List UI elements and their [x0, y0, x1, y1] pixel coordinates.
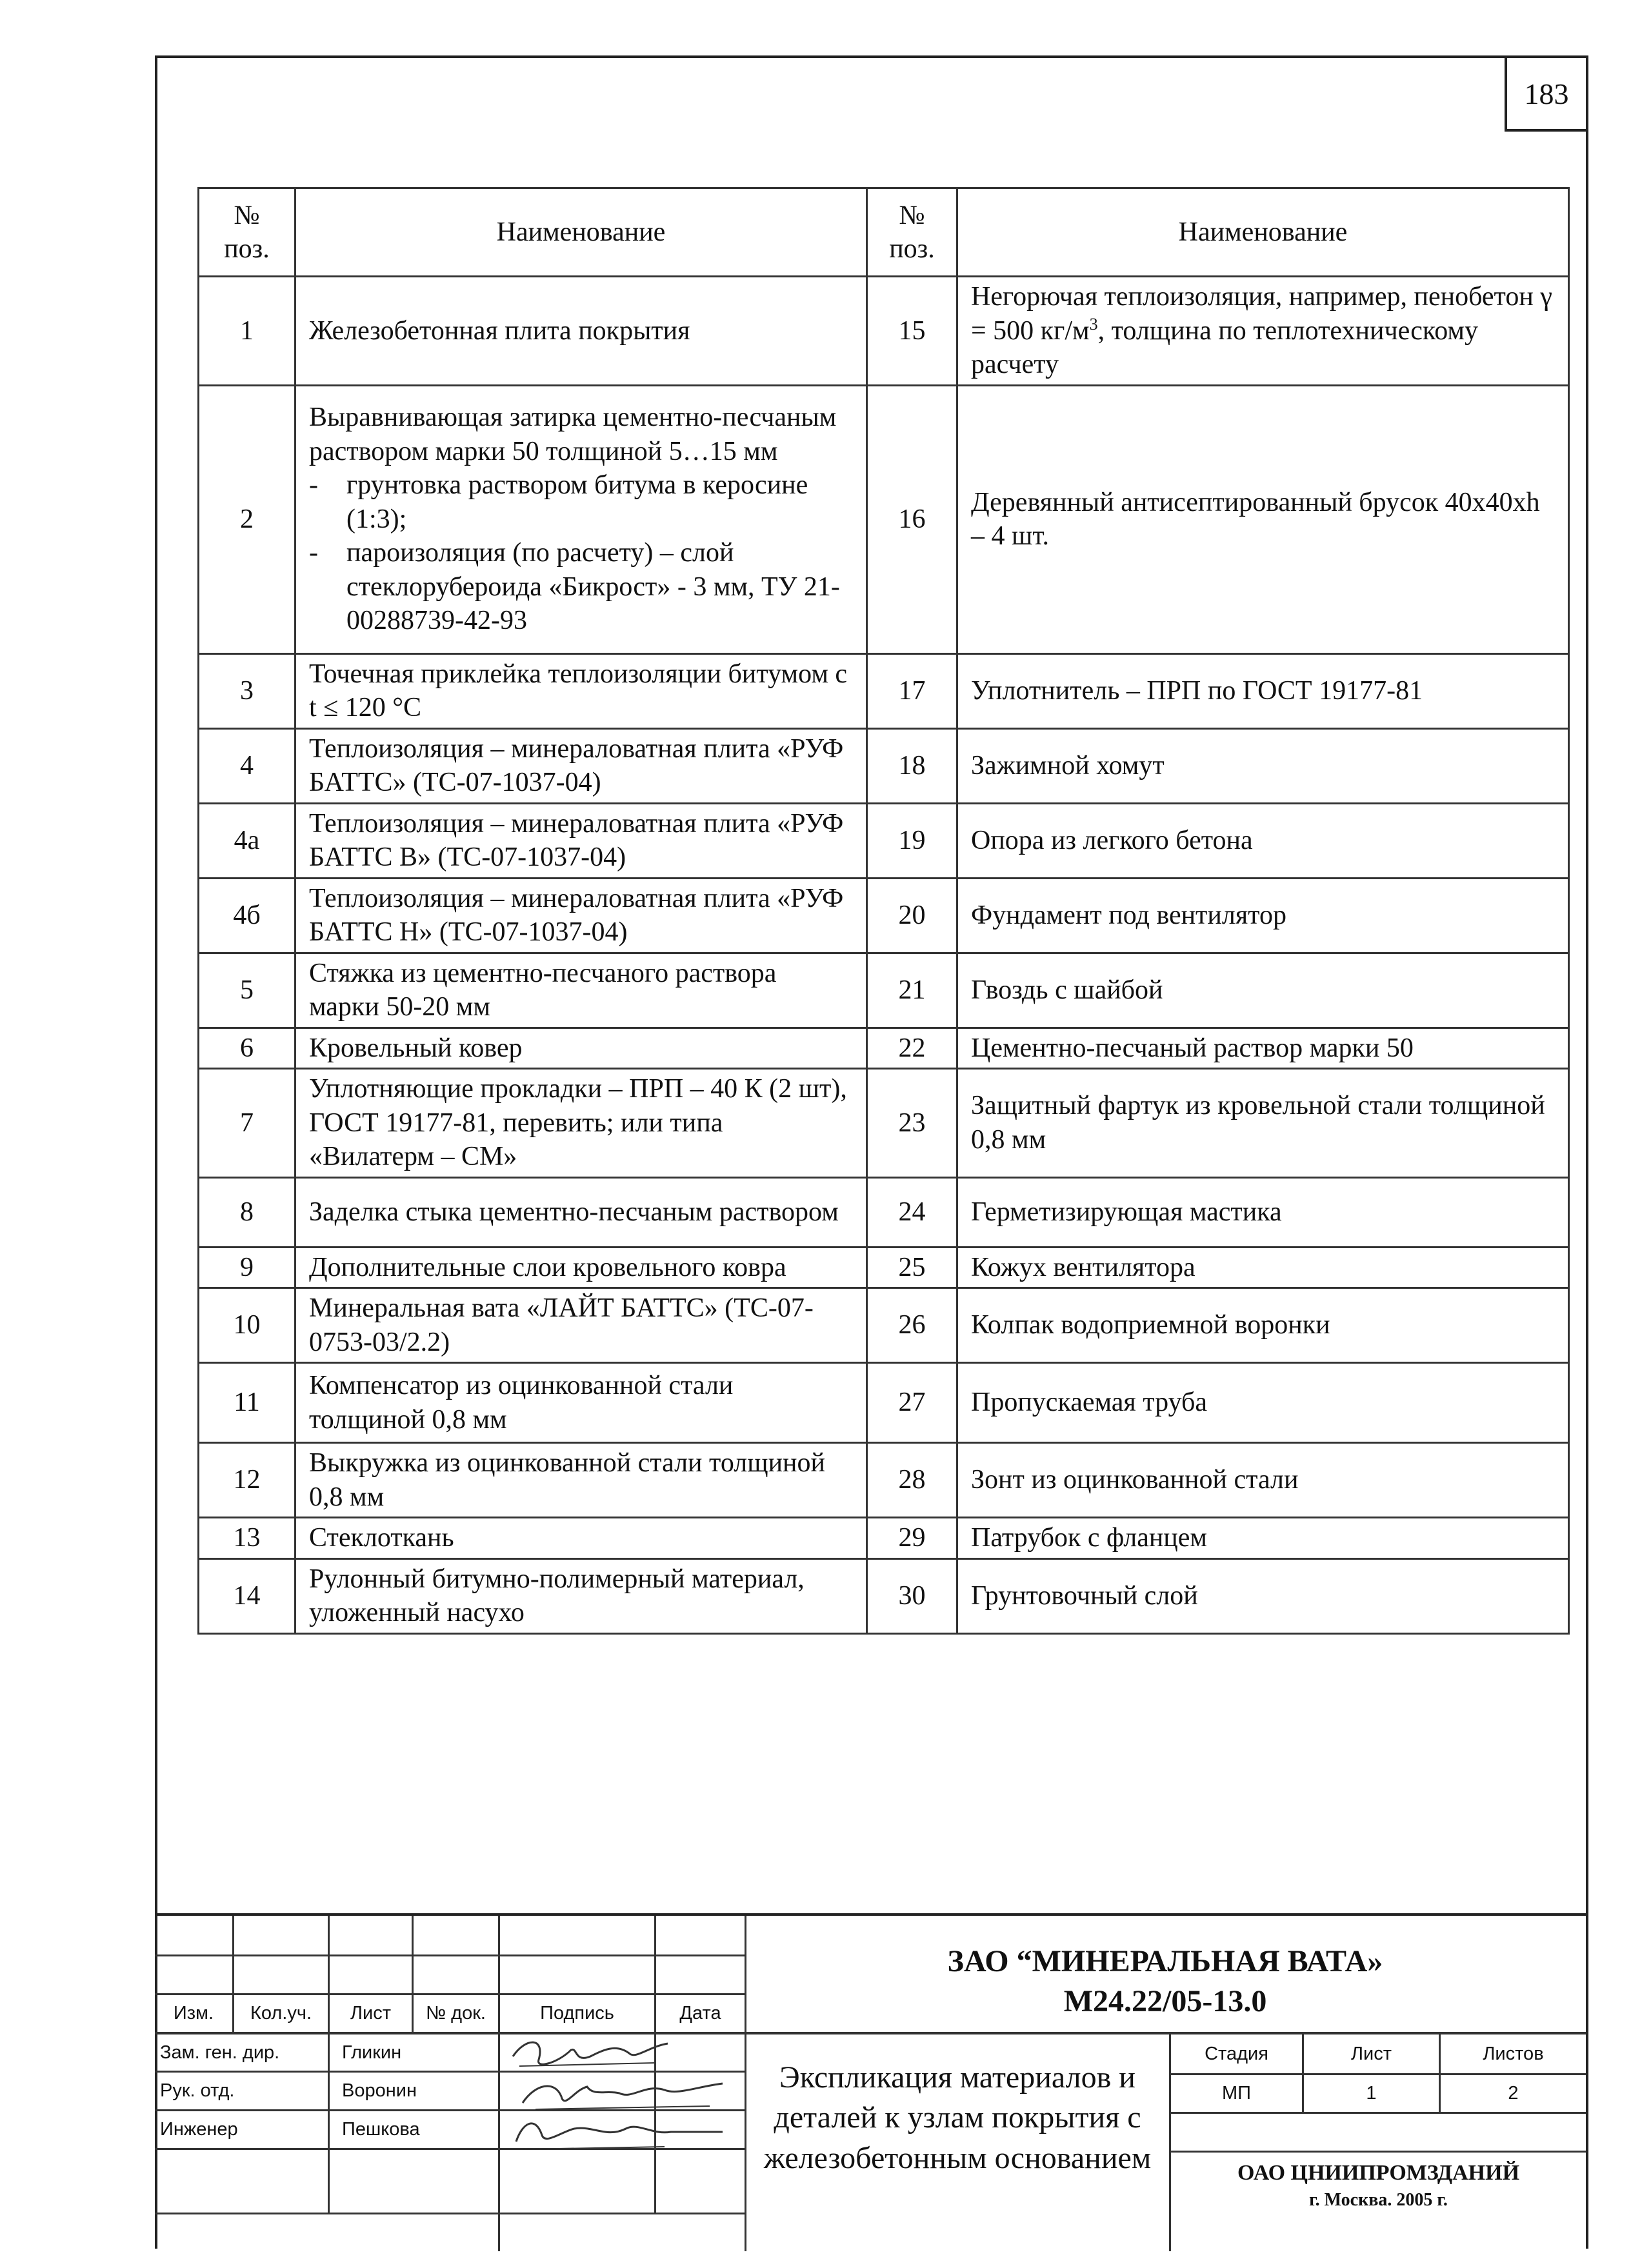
table-row — [199, 1363, 1569, 1443]
table-row — [199, 1558, 1569, 1633]
sheet-value: 1 — [1366, 2083, 1377, 2104]
pos-num: 4 — [199, 728, 295, 803]
table-row — [199, 653, 1569, 728]
organization-title — [745, 1942, 1586, 2022]
stamp-header-doc: № док. — [426, 2003, 486, 2024]
pos-num: 12 — [199, 1443, 295, 1518]
signature-3 — [510, 2109, 729, 2154]
table-row — [199, 803, 1569, 878]
pos-name: Точечная приклейка теплоизоляции битумом с t ≤ 120 °C — [295, 653, 867, 728]
pos-name: Стеклоткань — [295, 1518, 867, 1559]
pos-num: 3 — [199, 653, 295, 728]
stamp-header-izm: Изм. — [173, 2003, 214, 2024]
pos-num: 21 — [867, 953, 957, 1028]
pos-name: Кожух вентилятора — [957, 1247, 1569, 1288]
pos-name: Пропускаемая труба — [957, 1363, 1569, 1443]
pos-name: Выкружка из оцинкованной стали толщиной 0,8 мм — [295, 1443, 867, 1518]
table-header-row — [199, 188, 1569, 277]
pos-num: 1 — [199, 277, 295, 386]
pos-name: Деревянный антисептированный брусок 40х40хh – 4 шт. — [957, 385, 1569, 653]
pos-num: 23 — [867, 1069, 957, 1178]
pos-name: Теплоизоляция – минераловатная плита «РУФ БАТТС В» (ТС-07-1037-04) — [295, 803, 867, 878]
pos-num: 25 — [867, 1247, 957, 1288]
pos-num: 26 — [867, 1288, 957, 1363]
pos-num: 17 — [867, 653, 957, 728]
table-row — [199, 728, 1569, 803]
table-row — [199, 1247, 1569, 1288]
pos-num: 19 — [867, 803, 957, 878]
document-code: М24.22/05-13.0 — [1063, 1984, 1267, 2019]
sheets-value: 2 — [1508, 2083, 1519, 2104]
stage-value: МП — [1221, 2083, 1251, 2104]
pos-name: Гвоздь с шайбой — [957, 953, 1569, 1028]
pos-name: Негорючая теплоизоляция, например, пенобетон γ = 500 $кг/м^3$, толщина по теплотехническому расчету — [957, 277, 1569, 386]
pos-num: 24 — [867, 1177, 957, 1247]
pos-num: 18 — [867, 728, 957, 803]
pos-num: 4а — [199, 803, 295, 878]
pos-name: Теплоизоляция – минераловатная плита «РУФ БАТТС» (ТС-07-1037-04) — [295, 728, 867, 803]
list-item: - пароизоляция (по расчету) – слой стеклорубероида «Бикрост» - 3 мм, ТУ 21-00288739-42-93 — [309, 536, 853, 638]
role-label: Зам. ген. дир. — [160, 2042, 280, 2063]
pos-name: Фундамент под вентилятор — [957, 878, 1569, 953]
table-row — [199, 385, 1569, 653]
table-row — [199, 1288, 1569, 1363]
table-row — [199, 1028, 1569, 1069]
pos-num: 30 — [867, 1558, 957, 1633]
pos-num: 22 — [867, 1028, 957, 1069]
table-row — [199, 1177, 1569, 1247]
table-row — [199, 878, 1569, 953]
table-row — [199, 1069, 1569, 1178]
signature-1 — [506, 2031, 674, 2076]
pos-num: 6 — [199, 1028, 295, 1069]
pos-num: 20 — [867, 878, 957, 953]
stamp-header-date: Дата — [679, 2003, 721, 2024]
pos-name: Уплотняющие прокладки – ПРП – 40 К (2 шт), ГОСТ 19177-81, перевить; или типа «Вилатерм – СМ» — [295, 1069, 867, 1178]
sheet-label: Лист — [1350, 2043, 1392, 2064]
organization-name: ЗАО “МИНЕРАЛЬНАЯ ВАТА» — [947, 1944, 1383, 1978]
pos-name-list — [309, 468, 853, 638]
document-title: Экспликация материалов и деталей к узлам покрытия с железобетонным основанием — [763, 2060, 1152, 2175]
pos-name: Дополнительные слои кровельного ковра — [295, 1247, 867, 1288]
pos-name: Теплоизоляция – минераловатная плита «РУФ БАТТС Н» (ТС-07-1037-04) — [295, 878, 867, 953]
role-label: Рук. отд. — [160, 2080, 235, 2101]
pos-num: 2 — [199, 385, 295, 653]
table-row — [199, 953, 1569, 1028]
pos-num: 10 — [199, 1288, 295, 1363]
pos-num: 16 — [867, 385, 957, 653]
pos-name: Железобетонная плита покрытия — [295, 277, 867, 386]
role-name: Гликин — [342, 2042, 402, 2063]
stamp-header-sign: Подпись — [540, 2003, 614, 2024]
materials-table — [197, 187, 1570, 1635]
pos-name: Кровельный ковер — [295, 1028, 867, 1069]
pos-name: Компенсатор из оцинкованной стали толщиной 0,8 мм — [295, 1363, 867, 1443]
city-year: г. Москва. 2005 г. — [1309, 2189, 1448, 2210]
pos-name: Уплотнитель – ПРП по ГОСТ 19177-81 — [957, 653, 1569, 728]
pos-name-intro: Выравнивающая затирка цементно-песчаным раствором марки 50 толщиной 5…15 мм — [309, 403, 837, 466]
pos-name: Колпак водоприемной воронки — [957, 1288, 1569, 1363]
table-row — [199, 1518, 1569, 1559]
pos-name: Патрубок с фланцем — [957, 1518, 1569, 1559]
stage-label: Стадия — [1205, 2043, 1268, 2064]
pos-num: 7 — [199, 1069, 295, 1178]
pos-name: Рулонный битумно-полимерный материал, уложенный насухо — [295, 1558, 867, 1633]
designer-block — [1171, 2158, 1586, 2213]
pos-num: 13 — [199, 1518, 295, 1559]
pos-num: 15 — [867, 277, 957, 386]
pos-name: Стяжка из цементно-песчаного раствора марки 50-20 мм — [295, 953, 867, 1028]
table-row — [199, 277, 1569, 386]
title-block — [155, 1913, 1586, 2251]
pos-name: Зонт из оцинкованной стали — [957, 1443, 1569, 1518]
pos-name: Грунтовочный слой — [957, 1558, 1569, 1633]
header-num-right: № поз. — [867, 188, 957, 277]
role-name: Пешкова — [342, 2119, 420, 2140]
pos-num: 4б — [199, 878, 295, 953]
sheets-label: Листов — [1483, 2043, 1544, 2064]
pos-name — [295, 385, 867, 653]
pos-name: Защитный фартук из кровельной стали толщиной 0,8 мм — [957, 1069, 1569, 1178]
table-row — [199, 1443, 1569, 1518]
pos-name: Герметизирующая мастика — [957, 1177, 1569, 1247]
pos-num: 29 — [867, 1518, 957, 1559]
pos-num: 14 — [199, 1558, 295, 1633]
pos-name: Опора из легкого бетона — [957, 803, 1569, 878]
list-item: - грунтовка раствором битума в керосине (1:3); — [309, 468, 853, 536]
pos-num: 11 — [199, 1363, 295, 1443]
header-num-left: № поз. — [199, 188, 295, 277]
pos-name: Зажимной хомут — [957, 728, 1569, 803]
pos-num: 9 — [199, 1247, 295, 1288]
pos-num: 28 — [867, 1443, 957, 1518]
designer-name: ОАО ЦНИИПРОМЗДАНИЙ — [1237, 2161, 1520, 2185]
role-name: Воронин — [342, 2080, 417, 2101]
pos-name: Цементно-песчаный раствор марки 50 — [957, 1028, 1569, 1069]
stamp-header-kol: Кол.уч. — [250, 2003, 312, 2024]
pos-num: 27 — [867, 1363, 957, 1443]
pos-name: Заделка стыка цементно-песчаным раствором — [295, 1177, 867, 1247]
pos-name: Минеральная вата «ЛАЙТ БАТТС» (ТС-07-0753-03/2.2) — [295, 1288, 867, 1363]
pos-num: 8 — [199, 1177, 295, 1247]
header-name-left: Наименование — [295, 188, 867, 277]
header-name-right: Наименование — [957, 188, 1569, 277]
pos-num: 5 — [199, 953, 295, 1028]
stamp-header-list: Лист — [350, 2003, 391, 2024]
role-label: Инженер — [160, 2119, 238, 2140]
page-number: 183 — [1505, 58, 1586, 132]
